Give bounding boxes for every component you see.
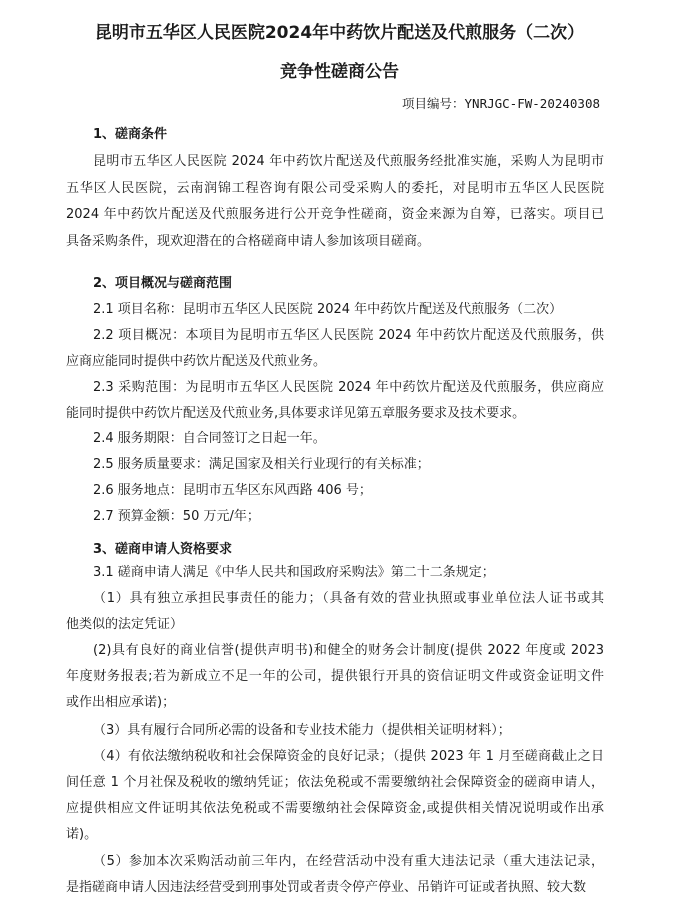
paragraph-line: 他类似的法定凭证） [66, 617, 184, 632]
document-title-line-2: 竞争性磋商公告 [280, 62, 399, 82]
paragraph-line: 2.7 预算金额：50 万元/年； [93, 509, 260, 524]
paragraph-line: 2.2 项目概况：本项目为昆明市五华区人民医院 2024 年中药饮片配送及代煎服务，供 [93, 328, 604, 343]
section-heading: 1、磋商条件 [93, 127, 168, 142]
paragraph-line: （3）具有履行合同所必需的设备和专业技术能力（提供相关证明材料）； [93, 723, 511, 738]
paragraph-line: 具备采购条件，现欢迎潜在的合格磋商申请人参加该项目磋商。 [66, 234, 431, 249]
project-number-value: YNRJGC-FW-20240308 [464, 96, 600, 111]
paragraph-line: （1）具有独立承担民事责任的能力；（具备有效的营业执照或事业单位法人证书或其 [93, 591, 604, 606]
paragraph-line: 应商应能同时提供中药饮片配送及代煎业务。 [66, 354, 327, 369]
paragraph-line: 年度财务报表;若为新成立不足一年的公司，提供银行开具的资信证明文件或资金证明文件 [66, 669, 604, 684]
project-number [402, 95, 600, 113]
paragraph-line: 2.4 服务期限：自合同签订之日起一年。 [93, 431, 326, 446]
paragraph-line: (2)具有良好的商业信誉(提供声明书)和健全的财务会计制度(提供 2022 年度或 2023 [93, 643, 604, 658]
paragraph-line: 间任意 1 个月社保及税收的缴纳凭证；依法免税或不需要缴纳社会保障资金的磋商申请人， [66, 775, 604, 790]
paragraph-line: 五华区人民医院，云南润锦工程咨询有限公司受采购人的委托，对昆明市五华区人民医院 [66, 181, 604, 196]
paragraph-line: （5）参加本次采购活动前三年内，在经营活动中没有重大违法记录（重大违法记录， [93, 854, 604, 869]
project-number-label: 项目编号： [402, 96, 465, 111]
paragraph-line: 或作出相应承诺)； [66, 695, 176, 710]
paragraph-line: 能同时提供中药饮片配送及代煎业务,具体要求详见第五章服务要求及技术要求。 [66, 406, 526, 421]
paragraph-line: 2.5 服务质量要求：满足国家及相关行业现行的有关标准； [93, 457, 430, 472]
paragraph-line: 2.3 采购范围：为昆明市五华区人民医院 2024 年中药饮片配送及代煎服务，供应商应 [93, 380, 604, 395]
paragraph-line: 昆明市五华区人民医院 2024 年中药饮片配送及代煎服务经批准实施，采购人为昆明市 [93, 154, 604, 169]
paragraph-line: 2.6 服务地点：昆明市五华区东风西路 406 号； [93, 483, 372, 498]
paragraph-line: （4）有依法缴纳税收和社会保障资金的良好记录；（提供 2023 年 1 月至磋商截止之日 [93, 749, 604, 764]
paragraph-line: 诺)。 [66, 827, 98, 842]
paragraph-line: 3.1 磋商申请人满足《中华人民共和国政府采购法》第二十二条规定； [93, 565, 495, 580]
paragraph-line: 应提供相应文件证明其依法免税或不需要缴纳社会保障资金,或提供相关情况说明或作出承 [66, 801, 604, 816]
paragraph-line: 2.1 项目名称：昆明市五华区人民医院 2024 年中药饮片配送及代煎服务（二次） [93, 302, 563, 317]
paragraph-line: 是指磋商申请人因违法经营受到刑事处罚或者责令停产停业、吊销许可证或者执照、较大数 [66, 880, 587, 895]
document-title-line-1: 昆明市五华区人民医院2024年中药饮片配送及代煎服务（二次） [94, 23, 585, 43]
paragraph-line: 2024 年中药饮片配送及代煎服务进行公开竞争性磋商，资金来源为自筹，已落实。项目已 [66, 207, 604, 222]
section-heading: 2、项目概况与磋商范围 [93, 276, 233, 291]
section-heading: 3、磋商申请人资格要求 [93, 542, 233, 557]
